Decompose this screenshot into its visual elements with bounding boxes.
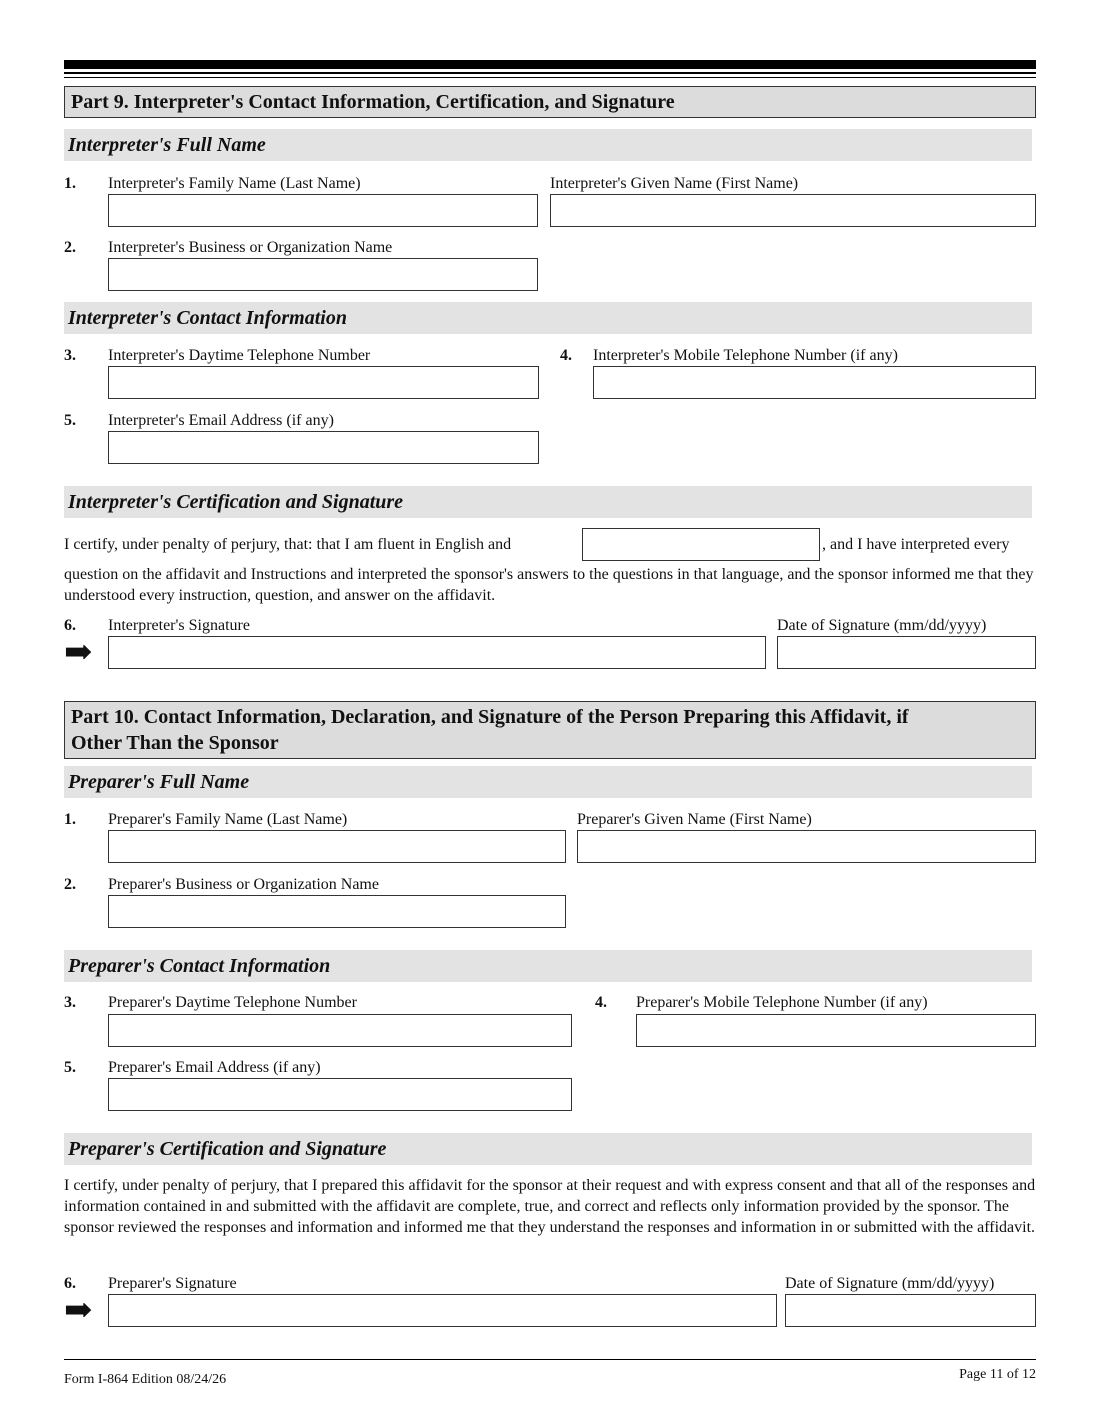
preparer-email-label: Preparer's Email Address (if any) — [108, 1059, 321, 1076]
interpreter-signature-date-field[interactable] — [777, 636, 1036, 669]
preparer-family-name-label: Preparer's Family Name (Last Name) — [108, 811, 348, 828]
top-rule-thin — [64, 72, 1036, 74]
footer-rule — [64, 1359, 1036, 1360]
preparer-signature-date-field[interactable] — [785, 1294, 1036, 1327]
interpreter-signature-field[interactable] — [108, 636, 766, 669]
interpreter-daytime-phone-label: Interpreter's Daytime Telephone Number — [108, 347, 371, 364]
preparer-contact-header: Preparer's Contact Information — [64, 950, 1032, 982]
preparer-certification-header: Preparer's Certification and Signature — [64, 1133, 1032, 1165]
top-rule-hairline — [64, 77, 1036, 78]
footer-form-id: Form I-864 Edition 08/24/26 — [64, 1372, 227, 1387]
question-number: 4. — [560, 347, 572, 364]
part9-title: Part 9. Interpreter's Contact Information, Certification, and Signature — [64, 86, 1036, 118]
interpreter-given-name-label: Interpreter's Given Name (First Name) — [550, 175, 799, 192]
interpreter-email-label: Interpreter's Email Address (if any) — [108, 412, 334, 429]
footer-page-number: Page 11 of 12 — [959, 1367, 1036, 1382]
preparer-family-name-field[interactable] — [108, 830, 566, 863]
preparer-full-name-header: Preparer's Full Name — [64, 766, 1032, 798]
question-number: 5. — [64, 1059, 76, 1076]
question-number: 2. — [64, 239, 76, 256]
interpreter-family-name-label: Interpreter's Family Name (Last Name) — [108, 175, 361, 192]
question-number: 1. — [64, 175, 76, 192]
preparer-email-field[interactable] — [108, 1078, 572, 1111]
question-number: 6. — [64, 617, 76, 634]
interpreter-signature-date-label: Date of Signature (mm/dd/yyyy) — [777, 617, 987, 634]
interpreter-daytime-phone-field[interactable] — [108, 366, 539, 399]
interpreter-contact-header: Interpreter's Contact Information — [64, 302, 1032, 334]
question-number: 4. — [595, 994, 607, 1011]
preparer-given-name-field[interactable] — [577, 830, 1036, 863]
preparer-given-name-label: Preparer's Given Name (First Name) — [577, 811, 812, 828]
question-number: 6. — [64, 1275, 76, 1292]
part10-title — [64, 701, 1036, 759]
interpreter-family-name-field[interactable] — [108, 194, 538, 227]
preparer-daytime-phone-label: Preparer's Daytime Telephone Number — [108, 994, 357, 1011]
preparer-certification-text: I certify, under penalty of perjury, that I prepared this affidavit for the sponsor at their request and with express consent and that all of the responses and information contained in and submitted with the affidavit are complete, true, and correct and reflects only information provided by the sponsor. The sponsor reviewed the responses and information and informed me that they understand the responses and information in or submitted with the affidavit. — [64, 1177, 1036, 1236]
top-rule-thick — [64, 60, 1036, 69]
preparer-signature-date-label: Date of Signature (mm/dd/yyyy) — [785, 1275, 995, 1292]
preparer-business-field[interactable] — [108, 895, 566, 928]
preparer-mobile-phone-label: Preparer's Mobile Telephone Number (if any) — [636, 994, 928, 1011]
part10-title-line2: Other Than the Sponsor — [71, 732, 279, 754]
interpreter-given-name-field[interactable] — [550, 194, 1036, 227]
right-arrow-icon: ➡ — [64, 634, 93, 671]
part10-title-line1: Part 10. Contact Information, Declaration, and Signature of the Person Preparing this Affidavit, if — [71, 706, 909, 728]
interpreter-mobile-phone-label: Interpreter's Mobile Telephone Number (if any) — [593, 347, 898, 364]
question-number: 3. — [64, 347, 76, 364]
interpreter-email-field[interactable] — [108, 431, 539, 464]
question-number: 1. — [64, 811, 76, 828]
interpreter-certification-header: Interpreter's Certification and Signature — [64, 486, 1032, 518]
right-arrow-icon: ➡ — [64, 1292, 93, 1329]
preparer-signature-field[interactable] — [108, 1294, 777, 1327]
interpreter-language-field[interactable] — [582, 528, 820, 561]
interpreter-full-name-header: Interpreter's Full Name — [64, 129, 1032, 161]
interpreter-business-field[interactable] — [108, 258, 538, 291]
preparer-signature-label: Preparer's Signature — [108, 1275, 237, 1292]
preparer-business-label: Preparer's Business or Organization Name — [108, 876, 379, 893]
question-number: 5. — [64, 412, 76, 429]
interpreter-signature-label: Interpreter's Signature — [108, 617, 250, 634]
interpreter-certification-text-mid: , and I have interpreted every — [822, 536, 1010, 553]
interpreter-mobile-phone-field[interactable] — [593, 366, 1036, 399]
interpreter-business-label: Interpreter's Business or Organization Name — [108, 239, 393, 256]
preparer-daytime-phone-field[interactable] — [108, 1014, 572, 1047]
question-number: 2. — [64, 876, 76, 893]
preparer-mobile-phone-field[interactable] — [636, 1014, 1036, 1047]
question-number: 3. — [64, 994, 76, 1011]
interpreter-certification-text-start: I certify, under penalty of perjury, that: that I am fluent in English and — [64, 536, 512, 553]
interpreter-certification-text: question on the affidavit and Instructions and interpreted the sponsor's answers to the questions in that language, and the sponsor informed me that they understood every instruction, question, and answer on the affidavit. — [64, 566, 1034, 604]
